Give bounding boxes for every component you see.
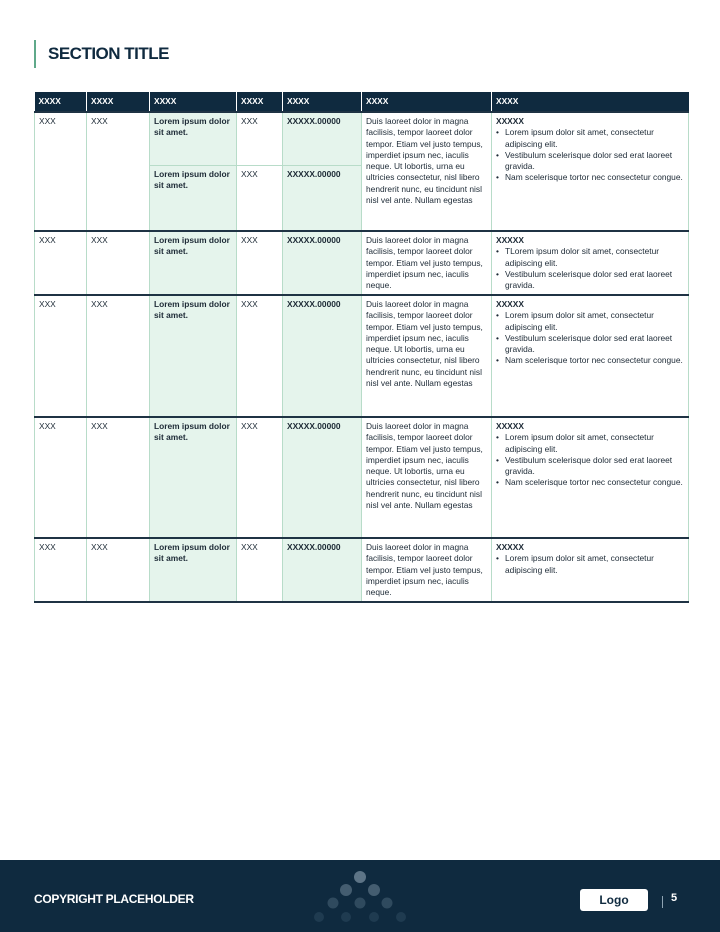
table-cell: XXX	[35, 295, 87, 417]
table-cell-list	[492, 295, 689, 417]
table-cell: XXX	[35, 417, 87, 538]
table-cell-value: XXXXX.00000	[283, 231, 362, 295]
table-cell: XXX	[237, 231, 283, 295]
column-header: XXXX	[237, 92, 283, 112]
list-item: • Nam scelerisque tortor nec consectetur congue.	[496, 477, 684, 488]
table-cell: XXX	[35, 538, 87, 602]
list-item: • Nam scelerisque tortor nec consectetur congue.	[496, 355, 684, 366]
list-item: • Vestibulum scelerisque dolor sed erat laoreet gravida.	[496, 269, 684, 292]
table-cell-label: Lorem ipsum dolor sit amet.	[150, 165, 237, 231]
table-cell-list	[492, 112, 689, 231]
table-cell: XXX	[87, 112, 150, 231]
bullet-list	[496, 432, 684, 488]
table-cell-value: XXXXX.00000	[283, 165, 362, 231]
footer-divider	[662, 896, 663, 908]
column-header: XXXX	[362, 92, 492, 112]
table-cell-list	[492, 538, 689, 602]
list-item: • Vestibulum scelerisque dolor sed erat laoreet gravida.	[496, 455, 684, 478]
logo-badge: Logo	[580, 889, 648, 911]
table-cell: XXX	[237, 112, 283, 165]
table-cell-label: Lorem ipsum dolor sit amet.	[150, 295, 237, 417]
table-cell: XXX	[35, 231, 87, 295]
table-cell-description: Duis laoreet dolor in magna facilisis, tempor laoreet dolor tempor. Etiam vel justo tempus, imperdiet ipsum nec, iaculis neque.	[362, 538, 492, 602]
bullet-list	[496, 127, 684, 183]
table-cell: XXX	[35, 112, 87, 231]
page-number: 5	[671, 892, 678, 904]
table-row	[35, 295, 689, 417]
table-cell: XXX	[237, 165, 283, 231]
bullet-list	[496, 246, 684, 291]
list-title: XXXXX	[496, 235, 524, 245]
bullet-list	[496, 553, 684, 576]
table-row	[35, 417, 689, 538]
table-header-row	[35, 92, 689, 112]
column-header: XXXX	[283, 92, 362, 112]
content-table	[34, 92, 689, 603]
list-item: • Vestibulum scelerisque dolor sed erat laoreet gravida.	[496, 333, 684, 356]
list-item: • Vestibulum scelerisque dolor sed erat laoreet gravida.	[496, 150, 684, 173]
table-cell-description: Duis laoreet dolor in magna facilisis, tempor laoreet dolor tempor. Etiam vel justo tempus, imperdiet ipsum nec, iaculis neque.	[362, 231, 492, 295]
table-cell-label: Lorem ipsum dolor sit amet.	[150, 231, 237, 295]
table-cell-value: XXXXX.00000	[283, 112, 362, 165]
table-cell-description: Duis laoreet dolor in magna facilisis, tempor laoreet dolor tempor. Etiam vel justo tempus, imperdiet ipsum nec, iaculis neque. Ut lobortis, urna eu ultricies consectetur, nisl libero hendrerit nunc, eu tincidunt nisl nisl vel ante. Nullam egestas	[362, 417, 492, 538]
list-item: • Lorem ipsum dolor sit amet, consectetur adipiscing elit.	[496, 127, 684, 150]
list-item: • Nam scelerisque tortor nec consectetur congue.	[496, 172, 684, 183]
list-item: • Lorem ipsum dolor sit amet, consectetur adipiscing elit.	[496, 553, 684, 576]
table-cell-value: XXXXX.00000	[283, 295, 362, 417]
table-cell: XXX	[237, 295, 283, 417]
column-header: XXXX	[150, 92, 237, 112]
table-cell: XXX	[87, 538, 150, 602]
table-cell-description: Duis laoreet dolor in magna facilisis, tempor laoreet dolor tempor. Etiam vel justo tempus, imperdiet ipsum nec, iaculis neque. Ut lobortis, urna eu ultricies consectetur, nisl libero hendrerit nunc, eu tincidunt nisl nisl vel ante. Nullam egestas	[362, 295, 492, 417]
list-title: XXXXX	[496, 542, 524, 552]
list-item: • Lorem ipsum dolor sit amet, consectetur adipiscing elit.	[496, 432, 684, 455]
table-cell-label: Lorem ipsum dolor sit amet.	[150, 538, 237, 602]
table-cell-value: XXXXX.00000	[283, 417, 362, 538]
page-footer	[0, 860, 720, 932]
table-cell-label: Lorem ipsum dolor sit amet.	[150, 417, 237, 538]
column-header: XXXX	[492, 92, 689, 112]
table-cell-value: XXXXX.00000	[283, 538, 362, 602]
bullet-list	[496, 310, 684, 366]
table-row	[35, 112, 689, 165]
table-cell-list	[492, 417, 689, 538]
table-cell-description: Duis laoreet dolor in magna facilisis, tempor laoreet dolor tempor. Etiam vel justo tempus, imperdiet ipsum nec, iaculis neque. Ut lobortis, urna eu ultricies consectetur, nisl libero hendrerit nunc, eu tincidunt nisl nisl vel ante. Nullam egestas	[362, 112, 492, 231]
list-title: XXXXX	[496, 299, 524, 309]
table-row	[35, 538, 689, 602]
table-cell: XXX	[87, 295, 150, 417]
list-item: • Lorem ipsum dolor sit amet, consectetur adipiscing elit.	[496, 310, 684, 333]
table-cell-label: Lorem ipsum dolor sit amet.	[150, 112, 237, 165]
table-cell: XXX	[237, 538, 283, 602]
column-header: XXXX	[87, 92, 150, 112]
section-title: SECTION TITLE	[34, 40, 169, 68]
table-cell: XXX	[87, 417, 150, 538]
table-cell: XXX	[87, 231, 150, 295]
table-cell: XXX	[237, 417, 283, 538]
table-cell-list	[492, 231, 689, 295]
list-title: XXXXX	[496, 421, 524, 431]
column-header: XXXX	[35, 92, 87, 112]
list-title: XXXXX	[496, 116, 524, 126]
list-item: • TLorem ipsum dolor sit amet, consectetur adipiscing elit.	[496, 246, 684, 269]
copyright-text: COPYRIGHT PLACEHOLDER	[34, 892, 194, 906]
table-row	[35, 231, 689, 295]
